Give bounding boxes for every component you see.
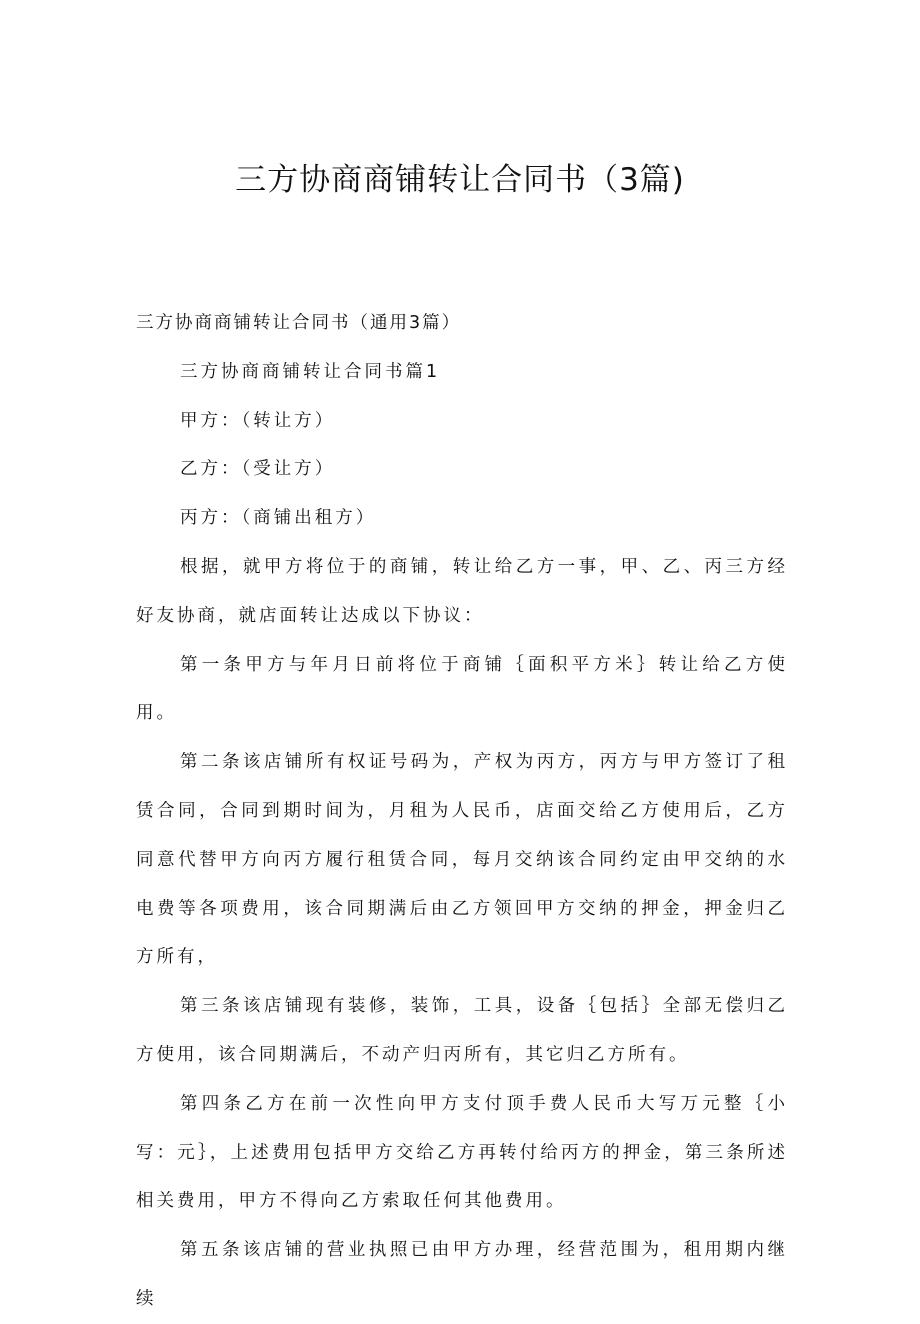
section-heading: 三方协商商铺转让合同书篇1 bbox=[180, 361, 441, 382]
article-4-paragraph: 第四条乙方在前一次性向甲方支付顶手费人民币大写万元整｛小写：元｝，上述费用包括甲方交给乙方再转付给丙方的押金，第三条所述相关费用，甲方不得向乙方索取任何其他费用。 bbox=[136, 1093, 788, 1212]
party-c-line: 丙方：（商铺出租方） bbox=[180, 508, 377, 529]
party-a-line: 甲方：（转让方） bbox=[180, 410, 336, 431]
party-b-line: 乙方：（受让方） bbox=[180, 459, 336, 480]
document-title: 三方协商商铺转让合同书（3篇) bbox=[235, 162, 685, 198]
article-1-paragraph: 第一条甲方与年月日前将位于商铺｛面积平方米｝转让给乙方使用。 bbox=[136, 654, 788, 724]
intro-paragraph: 根据，就甲方将位于的商铺，转让给乙方一事，甲、乙、丙三方经好友协商，就店面转让达成以下协议： bbox=[136, 556, 788, 626]
article-5-paragraph: 第五条该店铺的营业执照已由甲方办理，经营范围为，租用期内继续 bbox=[136, 1240, 788, 1309]
article-2-paragraph: 第二条该店铺所有权证号码为，产权为丙方，丙方与甲方签订了租赁合同，合同到期时间为，月租为人民币，店面交给乙方使用后，乙方同意代替甲方向丙方履行租赁合同，每月交纳该合同约定由甲交纳的水电费等各项费用，该合同期满后由乙方领回甲方交纳的押金，押金归乙方所有， bbox=[136, 752, 788, 968]
document-subtitle: 三方协商商铺转让合同书（通用3篇） bbox=[136, 313, 462, 333]
document-body bbox=[136, 299, 788, 1324]
article-3-paragraph: 第三条该店铺现有装修，装饰，工具，设备｛包括｝全部无偿归乙方使用，该合同期满后，不动产归丙所有，其它归乙方所有。 bbox=[136, 996, 788, 1065]
